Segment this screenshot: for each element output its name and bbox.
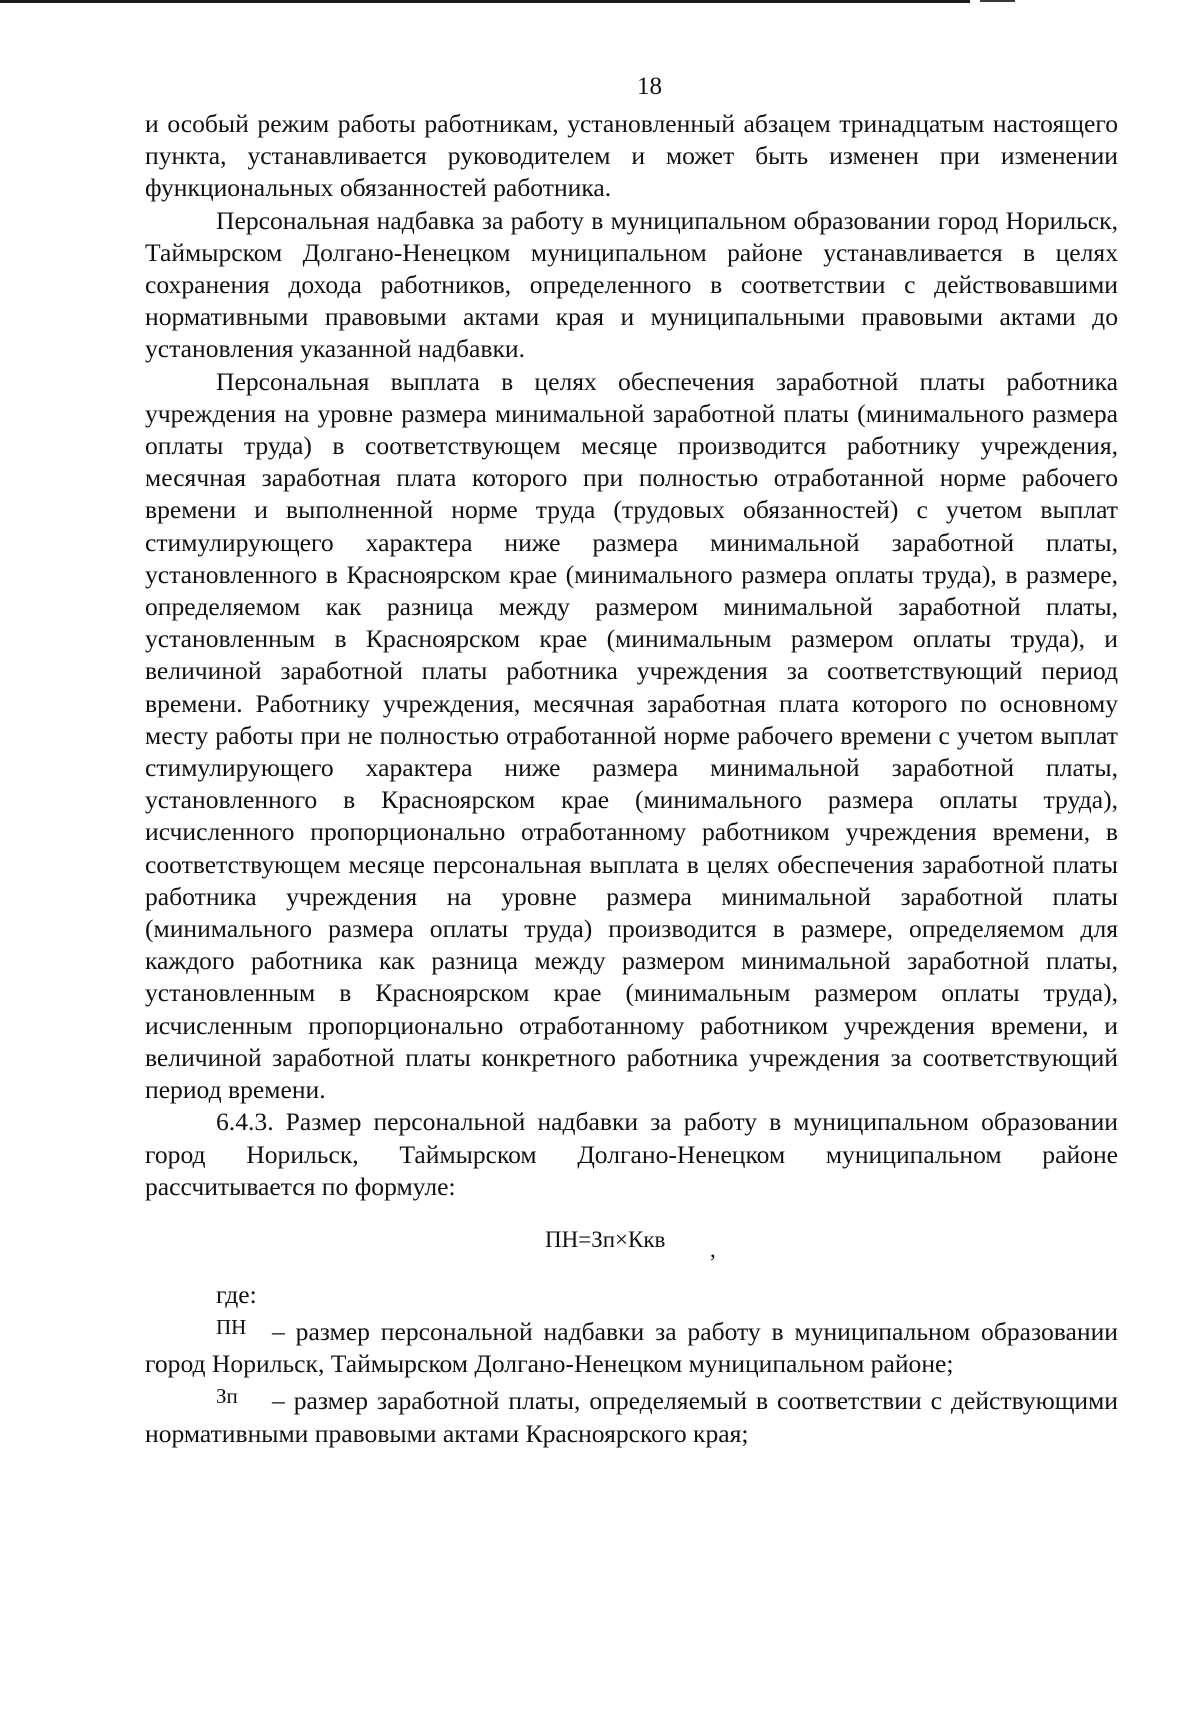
page-number: 18 (637, 73, 662, 100)
paragraph-6-4-3: 6.4.3. Размер персональной надбавки за работу в муниципальном образовании город Норильск, Таймырском Долгано-Ненецком муниципальном районе рассчитывается по формуле: (145, 1107, 1118, 1201)
document-page (145, 68, 1118, 1450)
formula (145, 1225, 1118, 1275)
definition-text: – размер персональной надбавки за работу в муниципальном образовании город Норильск, Таймырском Долгано-Ненецком муниципальном районе; (145, 1316, 1118, 1379)
paragraph-personal-payment: Персональная выплата в целях обеспечения заработной платы работника учреждения на уровне размера минимальной заработной платы (минимального размера оплаты труда) в соответствующем месяце производится работнику учреждения, месячная заработная плата которого при полностью отработанной норме рабочего времени и выполненной норме труда (трудовых обязанностей) с учетом выплат стимулирующего характера ниже размера минимальной заработной платы, установленного в Красноярском крае (минимального размера оплаты труда), в размере, определяемом как разница между размером минимальной заработной платы, установленным в Красноярском крае (минимальным размером оплаты труда), и величиной заработной платы работника учреждения за соответствующий период времени. Работнику учреждения, месячная заработная плата которого по основному месту работы при не полностью отработанной норме рабочего времени с учетом выплат стимулирующего характера ниже размера минимальной заработной платы, установленного в Красноярском крае (минимального размера оплаты труда), исчисленного пропорционально отработанному работником учреждения времени, в соответствующем месяце персональная выплата в целях обеспечения заработной платы работника учреждения на уровне размера минимальной заработной платы (минимального размера оплаты труда) производится в размере, определяемом для каждого работника как разница между размером минимальной заработной платы, установленным в Красноярском крае (минимальным размером оплаты труда), исчисленным пропорционально отработанному работником учреждения времени, и величиной заработной платы конкретного работника учреждения за соответствующий период времени. (145, 366, 1118, 1105)
scan-top-border-tail (980, 0, 1015, 2)
where-label: где: (216, 1279, 257, 1309)
formula-comma: , (710, 1236, 716, 1262)
paragraph-special-work-regime: и особый режим работы работникам, установленный абзацем тринадцатым настоящего пункта, устанавливается руководителем и может быть изменен при изменении функциональных обязанностей работника. (145, 109, 1118, 203)
definition-symbol: Зп (216, 1384, 238, 1409)
definition-text: – размер заработной платы, определяемый в соответствии с действующими нормативными правовыми актами Красноярского края; (145, 1386, 1118, 1448)
definition-symbol: ПН (216, 1314, 247, 1339)
definition-pn (145, 1311, 1118, 1380)
paragraph-personal-allowance: Персональная надбавка за работу в муниципальном образовании город Норильск, Таймырском Долгано-Ненецком муниципальном районе устанавливается в целях сохранения дохода работников, определенного в соответствии с действовавшими нормативными правовыми актами края и муниципальными правовыми актами до установления указанной надбавки. (145, 205, 1118, 364)
scan-top-border (0, 0, 970, 3)
definition-zp (145, 1380, 1118, 1449)
formula-expression: ПН=Зп×Ккв (545, 1226, 666, 1252)
